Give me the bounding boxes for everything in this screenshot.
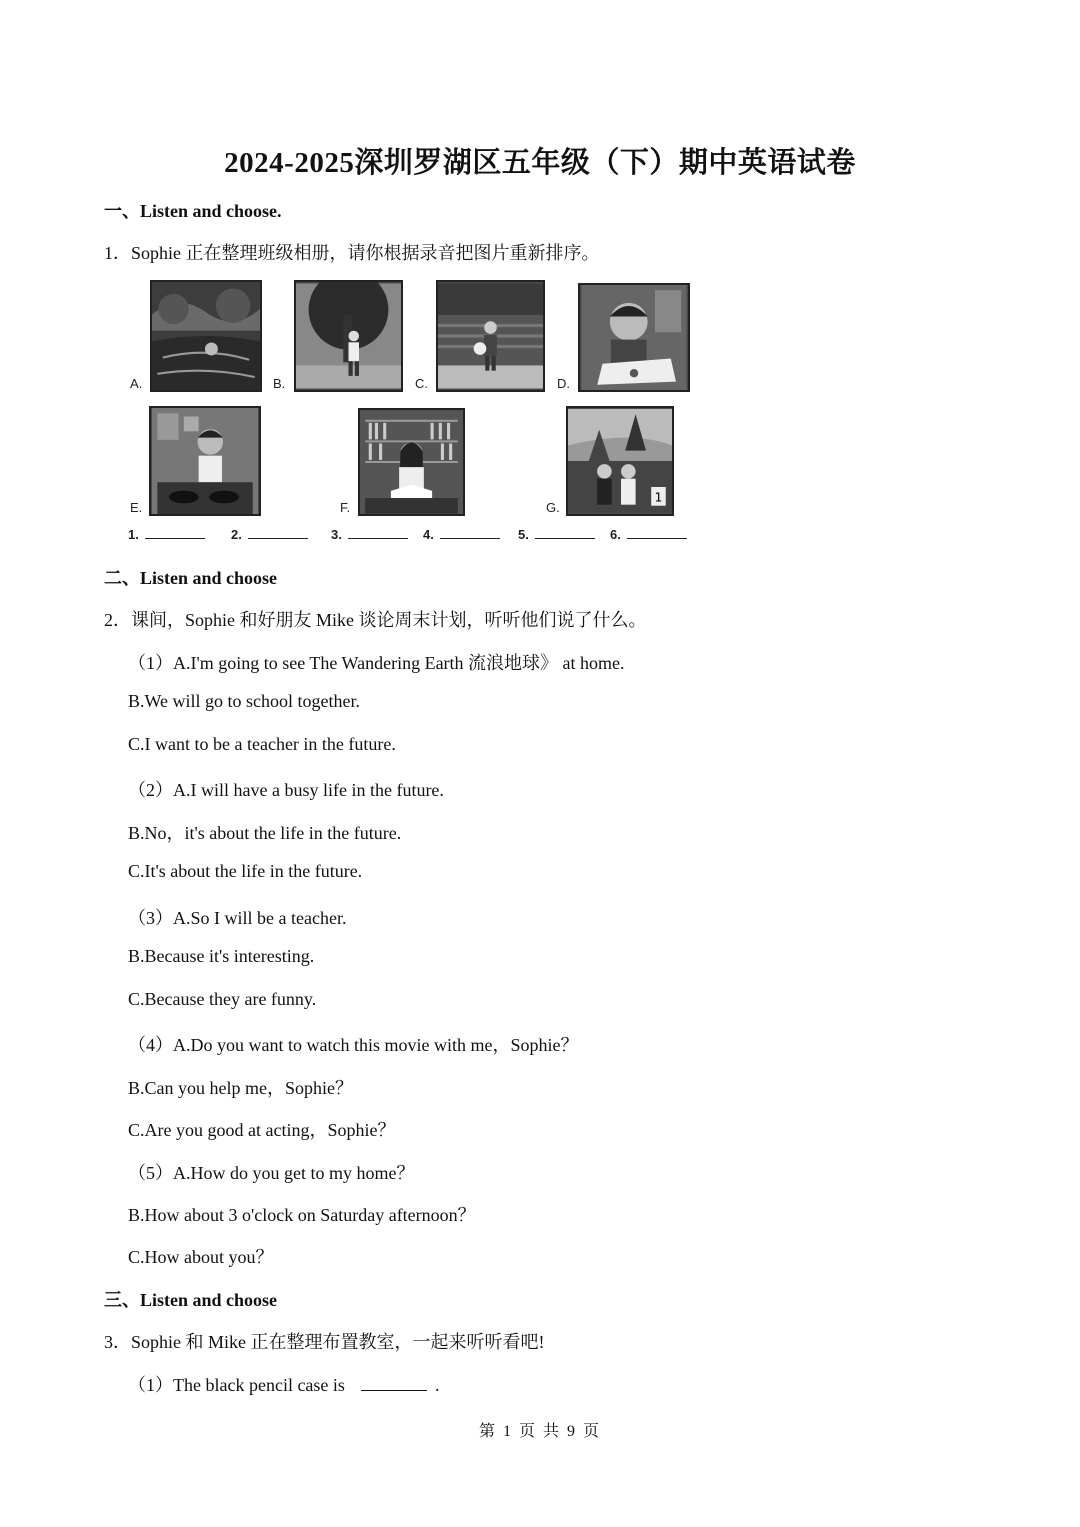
picture-f-girl-reading xyxy=(358,408,465,516)
section2-heading: 二、Listen and choose xyxy=(104,568,278,588)
q2-2-option-a: （2）A.I will have a busy life in the future. xyxy=(128,780,444,800)
answer-blank-6[interactable] xyxy=(610,527,687,542)
answer-blank-3[interactable] xyxy=(331,527,408,542)
q3-1-text: （1）The black pencil case is xyxy=(128,1375,345,1395)
picture-b-boy-tree xyxy=(294,280,403,392)
svg-text:1: 1 xyxy=(654,489,663,505)
section3-heading: 三、Listen and choose xyxy=(104,1290,278,1310)
picture-g-temple xyxy=(566,406,674,516)
page-footer: 第 1 页 共 9 页 xyxy=(478,1423,601,1440)
blank-number: 6. xyxy=(610,527,621,542)
q2-2-option-b: B.No，it's about the life in the future. xyxy=(128,823,402,843)
q2-5-option-b: B.How about 3 o'clock on Saturday afternoon？ xyxy=(128,1205,476,1225)
blank-number: 4. xyxy=(423,527,434,542)
q2-1-option-c: C.I want to be a teacher in the future. xyxy=(128,734,396,754)
picture-e-girl-cooking xyxy=(149,406,261,516)
blank-number: 1. xyxy=(128,527,139,542)
picture-label-e: E. xyxy=(130,500,143,515)
q3-1-period: . xyxy=(434,1375,440,1395)
q3-1-line xyxy=(128,1371,439,1397)
q2-3-option-a: （3）A.So I will be a teacher. xyxy=(128,908,347,928)
blank-number: 5. xyxy=(518,527,529,542)
q2-3-option-b: B.Because it's interesting. xyxy=(128,946,315,966)
question-2-text: 2．课间，Sophie 和好朋友 Mike 谈论周末计划，听听他们说了什么。 xyxy=(104,610,647,630)
section1-heading: 一、Listen and choose. xyxy=(104,201,282,221)
q2-4-option-b: B.Can you help me，Sophie？ xyxy=(128,1078,353,1098)
q3-1-answer-blank[interactable] xyxy=(361,1376,427,1391)
question-1-text: 1．Sophie 正在整理班级相册，请你根据录音把图片重新排序。 xyxy=(104,243,600,263)
picture-label-c: C. xyxy=(415,376,428,391)
q2-4-option-a: （4）A.Do you want to watch this movie with me，Sophie？ xyxy=(128,1035,579,1055)
answer-blank-1[interactable] xyxy=(128,527,205,542)
picture-label-g: G. xyxy=(546,500,560,515)
q2-2-option-c: C.It's about the life in the future. xyxy=(128,861,363,881)
picture-label-a: A. xyxy=(130,376,143,391)
question-3-text: 3．Sophie 和 Mike 正在整理布置教室，一起来听听看吧! xyxy=(104,1332,545,1352)
picture-c-beach xyxy=(436,280,545,392)
q2-4-option-c: C.Are you good at acting，Sophie？ xyxy=(128,1120,396,1140)
q2-3-option-c: C.Because they are funny. xyxy=(128,989,317,1009)
picture-a-swimming xyxy=(150,280,262,392)
q2-1-option-b: B.We will go to school together. xyxy=(128,691,361,711)
q2-5-option-c: C.How about you？ xyxy=(128,1247,274,1267)
picture-label-b: B. xyxy=(273,376,286,391)
picture-d-boy-drawing xyxy=(578,283,690,392)
answer-blank-4[interactable] xyxy=(423,527,500,542)
q2-1-option-a: （1）A.I'm going to see The Wandering Earth 流浪地球》 at home. xyxy=(128,653,625,673)
blank-number: 3. xyxy=(331,527,342,542)
answer-blank-5[interactable] xyxy=(518,527,595,542)
page-title: 2024-2025深圳罗湖区五年级（下）期中英语试卷 xyxy=(224,147,856,179)
picture-label-d: D. xyxy=(557,376,570,391)
answer-blank-2[interactable] xyxy=(231,527,308,542)
blank-number: 2. xyxy=(231,527,242,542)
picture-label-f: F. xyxy=(340,500,351,515)
q2-5-option-a: （5）A.How do you get to my home？ xyxy=(128,1163,415,1183)
